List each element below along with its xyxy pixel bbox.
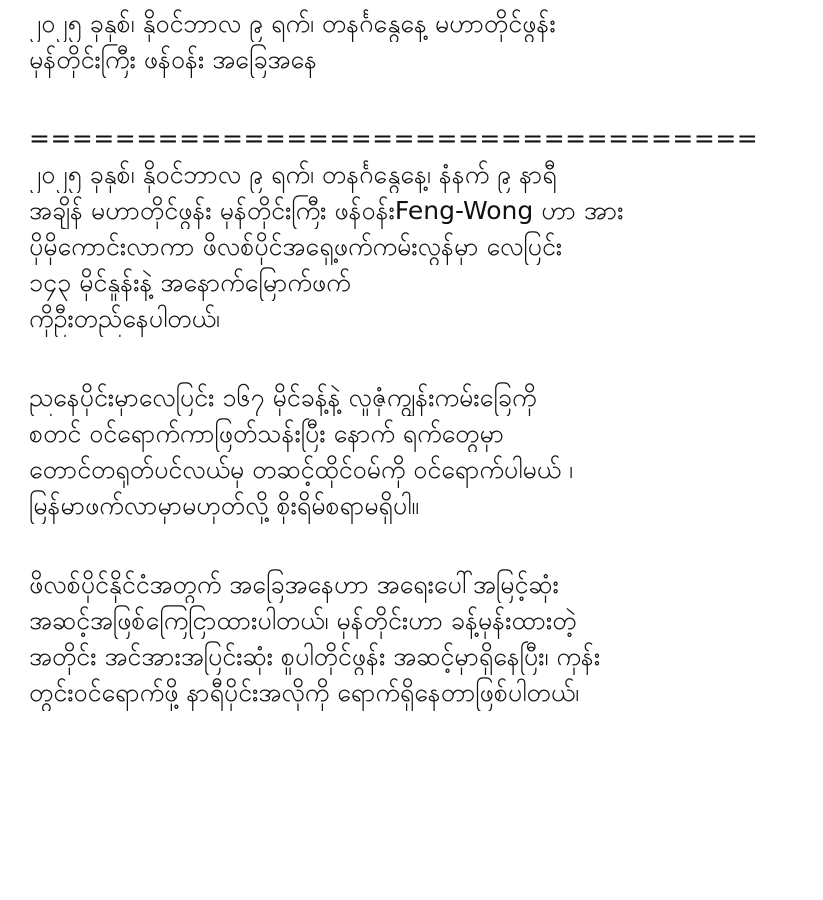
spacer: [29, 337, 809, 380]
text-line: အဆင့်အဖြစ်ကြေငြာထားပါတယ်၊ မုန်တိုင်းဟာ ခန့်မှန်းထားတဲ့: [29, 606, 577, 635]
text-line: တွင်းဝင်ရောက်ဖို့ နာရီပိုင်းအလိုကို ရောက်ရှိနေတာဖြစ်ပါတယ်၊: [29, 678, 580, 707]
text-line: တောင်တရုတ်ပင်လယ်မှ တဆင့်ထိုင်ဝမ်ကို ဝင်ရောက်ပါမယ် ၊: [29, 455, 573, 484]
heading-line: မုန်တိုင်းကြီး ဖန်ဝန်း အခြေအနေ: [29, 45, 317, 74]
paragraph-forecast: [29, 157, 809, 337]
text-line: ၂၀၂၅ ခုနှစ်၊ နိုဝင်ဘာလ ၉ ရက်၊ တနင်္ဂနွေနေ့၊ နံနက် ၉ နာရီ: [29, 160, 557, 189]
paragraph-philippines: [29, 567, 809, 711]
heading-line: ၂၀၂၅ ခုနှစ်၊ နိုဝင်ဘာလ ၉ ရက်၊ တနင်္ဂနွေနေ့ မဟာတိုင်ဖွန်း: [29, 9, 556, 38]
spacer: [29, 78, 809, 121]
divider-line: ==================================: [29, 124, 759, 153]
post-heading: [29, 6, 809, 78]
text-line: ဖိလစ်ပိုင်နိုင်ငံအတွက် အခြေအနေဟာ အရေးပေါ်အမြင့်ဆုံး: [29, 570, 559, 599]
text-line: အတိုင်း အင်အားအပြင်းဆုံး စူပါတိုင်ဖွန်း အဆင့်မှာရှိနေပြီး၊ ကုန်း: [29, 642, 601, 671]
text-line: မြန်မာဖက်လာမှာမဟုတ်လို့ စိုးရိမ်စရာမရှိပါ။: [29, 491, 420, 520]
text-line: အချိန် မဟာတိုင်ဖွန်း မုန်တိုင်းကြီး ဖန်ဝန်းFeng-Wong ဟာ အား: [29, 196, 624, 225]
text-line: ကိုဦးတည်နေပါတယ်၊: [29, 304, 220, 333]
text-line: ညနေပိုင်းမှာလေပြင်း ၁၆၇ မိုင်ခန့်နဲ့ လူဇုံကျွန်းကမ်းခြေကို: [29, 383, 537, 412]
post-body: [29, 6, 809, 711]
spacer: [29, 524, 809, 567]
text-line: ၁၄၃ မိုင်နှုန်းနဲ့ အနောက်မြောက်ဖက်: [29, 268, 351, 297]
text-line: ပိုမိုကောင်းလာကာ ဖိလစ်ပိုင်အရှေ့ဖက်ကမ်းလွန်မှာ လေပြင်း: [29, 232, 563, 261]
paragraph-track: [29, 380, 809, 524]
text-line: စတင် ဝင်ရောက်ကာဖြတ်သန်းပြီး နောက် ရက်တွေမှာ: [29, 419, 505, 448]
